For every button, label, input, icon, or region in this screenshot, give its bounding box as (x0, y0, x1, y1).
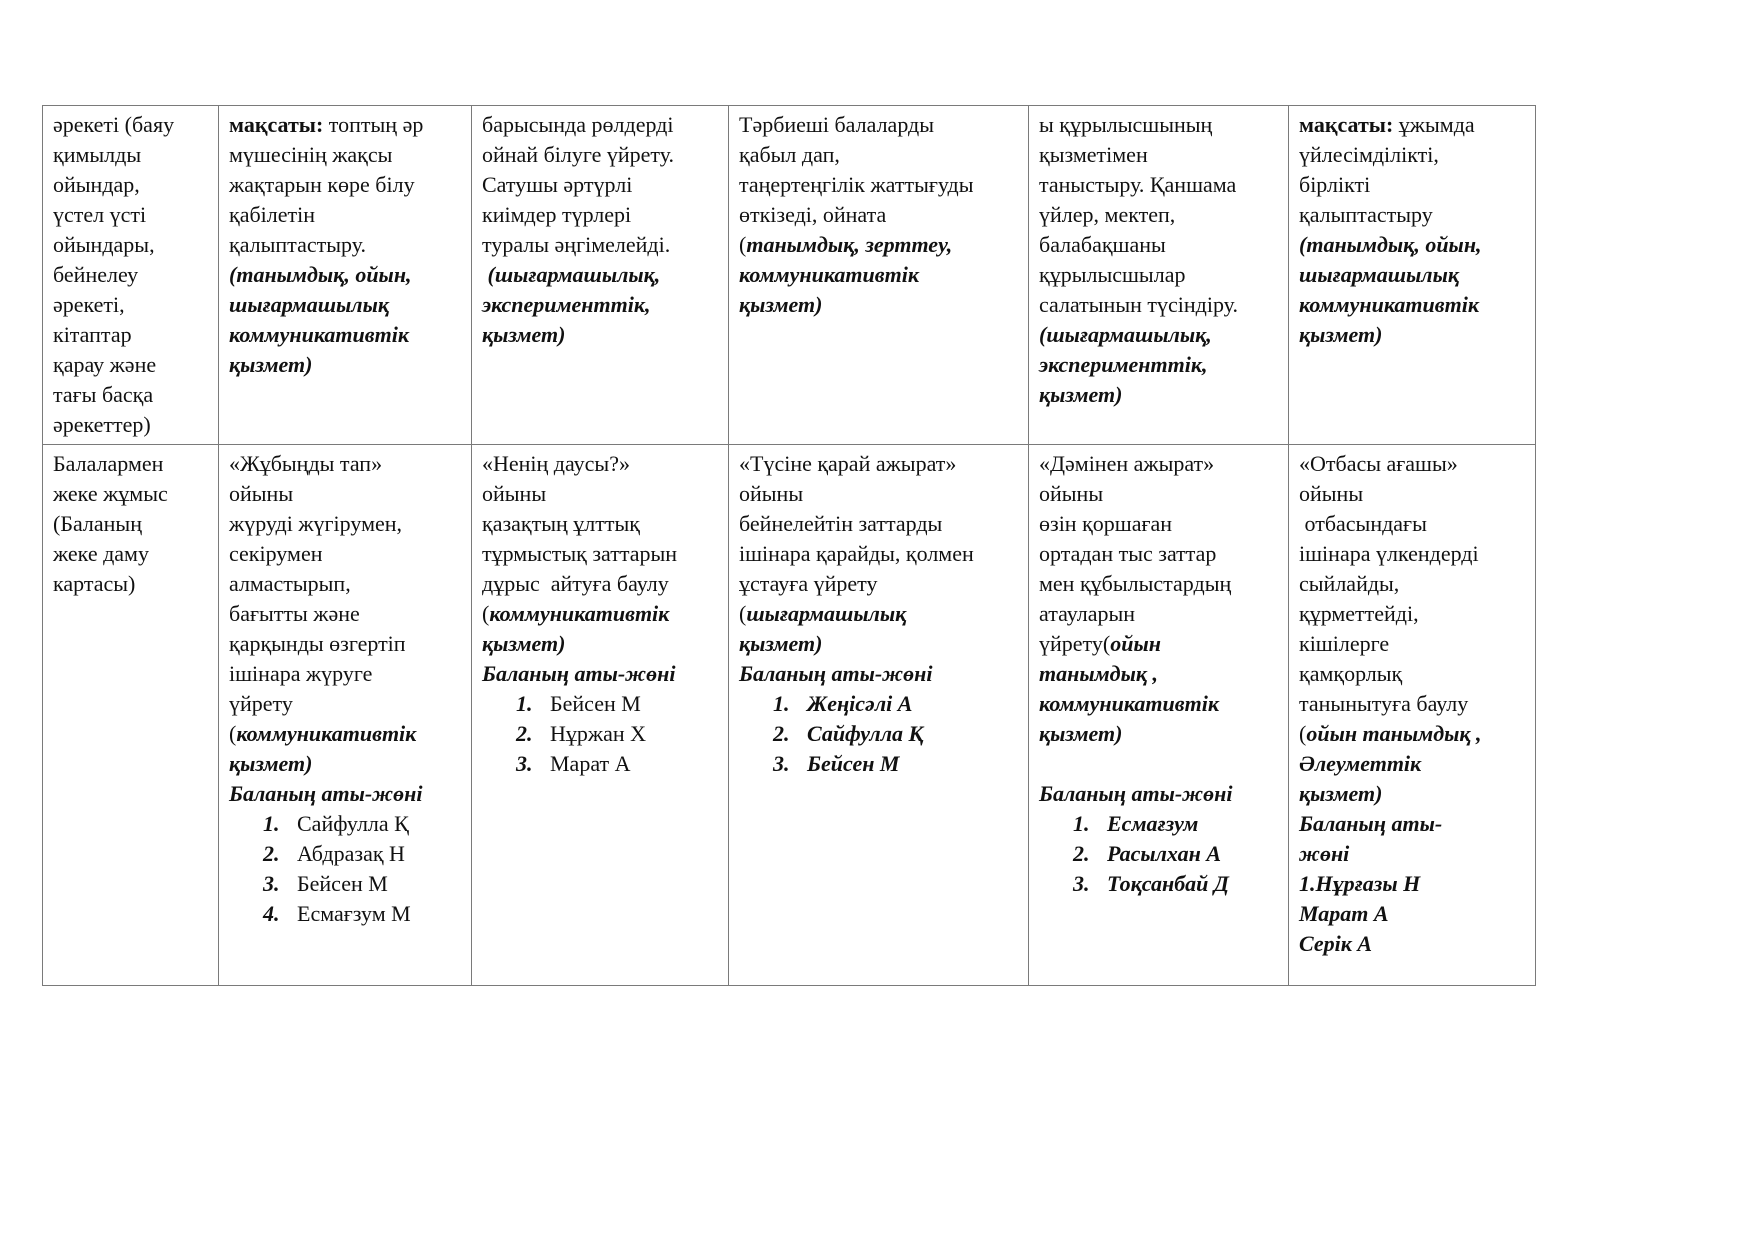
cell-text: бағытты және (229, 601, 360, 626)
goal-line (1299, 110, 1525, 140)
list-item (263, 869, 461, 899)
child-name-heading: Баланың аты-жөні (482, 661, 676, 686)
activity-type: эксперименттік, (482, 292, 651, 317)
cell-text: жеке жұмыс (53, 481, 168, 506)
cell-text: дұрыс айтуға баулу (482, 571, 669, 596)
list-number: 3. (1073, 871, 1090, 896)
cell-text: жүруді жүгірумен, (229, 511, 403, 536)
cell-text: отбасындағы (1299, 511, 1427, 536)
cell-text: балабақшаны (1039, 232, 1166, 257)
cell-text: әрекеті (баяу (53, 112, 175, 137)
cell-text: тағы басқа (53, 382, 154, 407)
activity-type-line (1039, 629, 1278, 659)
list-item (1073, 839, 1278, 869)
list-number: 2. (773, 721, 790, 746)
list-number: 1. (263, 811, 280, 836)
cell-text: киімдер түрлері (482, 202, 632, 227)
cell-text: үйлер, мектеп, (1039, 202, 1176, 227)
cell-text: ( (1299, 721, 1307, 746)
activity-type-line (482, 599, 718, 629)
goal-label: мақсаты: (1299, 112, 1394, 137)
cell-text: ойыны (482, 481, 547, 506)
child-name: Бейсен М (550, 691, 641, 716)
cell-text: құрылысшылар (1039, 262, 1186, 287)
list-number: 1. (773, 691, 790, 716)
child-list (1039, 809, 1278, 899)
cell-text: құрметтейді, (1299, 601, 1419, 626)
cell-text: ұжымда (1393, 112, 1475, 137)
child-list (482, 689, 718, 779)
child-name: Марат А (1299, 901, 1389, 926)
activity-type: қызмет) (739, 292, 823, 317)
list-item (516, 719, 718, 749)
table-row (43, 445, 1536, 986)
child-name: Нұржан Х (550, 721, 647, 746)
cell-text: секірумен (229, 541, 323, 566)
cell-text: туралы әңгімелейді. (482, 232, 671, 257)
cell-text: ойындары, (53, 232, 155, 257)
plan-table (42, 105, 1536, 986)
cell-text: әрекеті, (53, 292, 125, 317)
activity-type: коммуникативтік (489, 601, 670, 626)
blank-line (1039, 749, 1278, 779)
cell-text: ішінара үлкендерді (1299, 541, 1479, 566)
game-title: «Түсіне қарай ажырат» (739, 451, 957, 476)
game-title: «Ненің даусы?» (482, 451, 630, 476)
activity-type-line (739, 599, 1018, 629)
cell-text: ойыны (1039, 481, 1104, 506)
cell-text: ( (739, 232, 747, 257)
activity-type: қызмет) (1039, 721, 1123, 746)
activity-type: эксперименттік, (1039, 352, 1208, 377)
list-number: 1. (1073, 811, 1090, 836)
activity-type: танымдық, зерттеу, (746, 232, 953, 257)
activity-type: қызмет) (1299, 322, 1383, 347)
child-name: Тоқсанбай Д (1107, 871, 1229, 896)
child-name-heading: Баланың аты-жөні (739, 661, 933, 686)
list-item (773, 719, 1018, 749)
activity-type: шығармашылық (746, 601, 907, 626)
activity-type: шығармашылық (1299, 262, 1459, 287)
monday-game-cell (219, 445, 472, 986)
cell-text: өзін қоршаған (1039, 511, 1173, 536)
cell-text: үйлесімділікті, (1299, 142, 1439, 167)
activity-type: (шығармашылық, (482, 262, 661, 287)
cell-text: картасы) (53, 571, 136, 596)
cell-text: мен құбылыстардың (1039, 571, 1232, 596)
activity-type: қызмет) (482, 631, 566, 656)
child-name-heading: Баланың аты-жөні (229, 781, 423, 806)
child-name: Есмағзум (1107, 811, 1199, 836)
list-number: 3. (263, 871, 280, 896)
activity-type: коммуникативтік (236, 721, 417, 746)
child-name-heading: Баланың аты- (1299, 811, 1443, 836)
cell-text: бірлікті (1299, 172, 1371, 197)
cell-text: тұрмыстық заттарын (482, 541, 678, 566)
cell-text: бейнелеу (53, 262, 139, 287)
cell-text: Балалармен (53, 451, 164, 476)
list-number: 4. (263, 901, 280, 926)
activity-type: қызмет) (1299, 781, 1383, 806)
wednesday-cell (729, 106, 1029, 445)
child-name: Расылхан А (1107, 841, 1222, 866)
cell-text: ішінара жүруге (229, 661, 373, 686)
child-name: Жеңісәлі А (807, 691, 913, 716)
goal-label: мақсаты: (229, 112, 324, 137)
cell-text: кішілерге (1299, 631, 1390, 656)
cell-text: танынытуға баулу (1299, 691, 1469, 716)
list-number: 1. (516, 691, 533, 716)
cell-text: қабілетін (229, 202, 316, 227)
activity-type: қызмет) (229, 352, 313, 377)
thursday-game-cell (1029, 445, 1289, 986)
activity-type: қызмет) (482, 322, 566, 347)
activity-type-line (739, 230, 1018, 260)
monday-cell (219, 106, 472, 445)
cell-text: Тәрбиеші балаларды (739, 112, 935, 137)
cell-text: қабыл дап, (739, 142, 840, 167)
list-number: 2. (263, 841, 280, 866)
list-item (516, 749, 718, 779)
cell-text: таңертеңгілік жаттығуды (739, 172, 974, 197)
list-number: 3. (773, 751, 790, 776)
cell-text: ы құрылысшының (1039, 112, 1213, 137)
cell-text: жақтарын көре білу (229, 172, 415, 197)
cell-text: қимылды (53, 142, 142, 167)
activity-type: (танымдық, ойын, (229, 262, 412, 287)
cell-text: ойнай білуге үйрету. (482, 142, 675, 167)
thursday-cell (1029, 106, 1289, 445)
activity-cell (43, 106, 219, 445)
child-name: Бейсен М (297, 871, 388, 896)
list-item (1073, 809, 1278, 839)
child-name: Сайфулла Қ (807, 721, 924, 746)
cell-text: ойыны (739, 481, 804, 506)
list-item (1073, 869, 1278, 899)
cell-text: Сатушы әртүрлі (482, 172, 633, 197)
list-number: 3. (516, 751, 533, 776)
activity-type: қызмет) (739, 631, 823, 656)
cell-text: топтың әр (323, 112, 424, 137)
activity-type-line (1299, 719, 1525, 749)
activity-type: коммуникативтік (1039, 691, 1219, 716)
cell-text: алмастырып, (229, 571, 351, 596)
activity-type: шығармашылық (229, 292, 389, 317)
list-item (263, 839, 461, 869)
cell-text: салатынын түсіндіру. (1039, 292, 1238, 317)
list-item (263, 899, 461, 929)
cell-text: үстел үсті (53, 202, 147, 227)
child-name: Сайфулла Қ (297, 811, 409, 836)
cell-text: қарқынды өзгертіп (229, 631, 406, 656)
cell-text: қызметімен (1039, 142, 1148, 167)
child-name: Марат А (550, 751, 631, 776)
cell-text: қазақтың ұлттық (482, 511, 640, 536)
list-number: 2. (1073, 841, 1090, 866)
game-title: «Отбасы ағашы» (1299, 451, 1458, 476)
activity-type: танымдық , (1039, 661, 1158, 686)
list-number: 2. (516, 721, 533, 746)
child-name: 1.Нұрғазы Н (1299, 871, 1421, 896)
cell-text: қалыптастыру (1299, 202, 1433, 227)
child-name: Бейсен М (807, 751, 900, 776)
cell-text: ойындар, (53, 172, 140, 197)
cell-text: таныстыру. Қаншама (1039, 172, 1237, 197)
cell-text: ( (229, 721, 237, 746)
table-row (43, 106, 1536, 445)
activity-type: ойын (1110, 631, 1161, 656)
cell-text: үйрету (229, 691, 293, 716)
game-title: «Жұбыңды тап» (229, 451, 383, 476)
cell-text: ойыны (229, 481, 294, 506)
tuesday-game-cell (472, 445, 729, 986)
list-item (773, 689, 1018, 719)
activity-type: қызмет) (229, 751, 313, 776)
friday-game-cell (1289, 445, 1536, 986)
cell-text: ойыны (1299, 481, 1364, 506)
list-item (773, 749, 1018, 779)
goal-line (229, 110, 461, 140)
activity-type: (танымдық, ойын, (1299, 232, 1482, 257)
cell-text: қамқорлық (1299, 661, 1403, 686)
cell-text: кітаптар (53, 322, 132, 347)
cell-text: ортадан тыс заттар (1039, 541, 1217, 566)
activity-type-line (229, 719, 461, 749)
cell-text: бейнелейтін заттарды (739, 511, 943, 536)
cell-text: қалыптастыру. (229, 232, 366, 257)
tuesday-cell (472, 106, 729, 445)
child-list (739, 689, 1018, 779)
list-item (516, 689, 718, 719)
child-name: Есмағзум М (297, 901, 411, 926)
cell-text: ішінара қарайды, қолмен (739, 541, 974, 566)
cell-text: (Баланың (53, 511, 142, 536)
cell-text: ( (482, 601, 490, 626)
friday-cell (1289, 106, 1536, 445)
cell-text: ( (739, 601, 747, 626)
child-name-heading: жөні (1299, 841, 1350, 866)
activity-type: қызмет) (1039, 382, 1123, 407)
child-list (229, 809, 461, 929)
activity-type: ойын танымдық , (1306, 721, 1482, 746)
cell-text: өткізеді, ойната (739, 202, 887, 227)
child-name: Абдразақ Н (297, 841, 405, 866)
cell-text: барысында рөлдерді (482, 112, 674, 137)
cell-text: үйрету( (1039, 631, 1111, 656)
activity-type: (шығармашылық, (1039, 322, 1212, 347)
activity-type: Әлеуметтік (1299, 751, 1422, 776)
cell-text: жеке даму (53, 541, 149, 566)
wednesday-game-cell (729, 445, 1029, 986)
cell-text: мүшесінің жақсы (229, 142, 393, 167)
list-item (263, 809, 461, 839)
activity-type: коммуникативтік (1299, 292, 1479, 317)
child-name: Серік А (1299, 931, 1373, 956)
cell-text: сыйлайды, (1299, 571, 1400, 596)
cell-text: әрекеттер) (53, 412, 151, 437)
game-title: «Дәмінен ажырат» (1039, 451, 1215, 476)
activity-type: коммуникативтік (229, 322, 409, 347)
cell-text: атауларын (1039, 601, 1136, 626)
individual-work-cell (43, 445, 219, 986)
activity-type: коммуникативтік (739, 262, 919, 287)
child-name-heading: Баланың аты-жөні (1039, 781, 1233, 806)
cell-text: қарау және (53, 352, 157, 377)
cell-text: ұстауға үйрету (739, 571, 878, 596)
